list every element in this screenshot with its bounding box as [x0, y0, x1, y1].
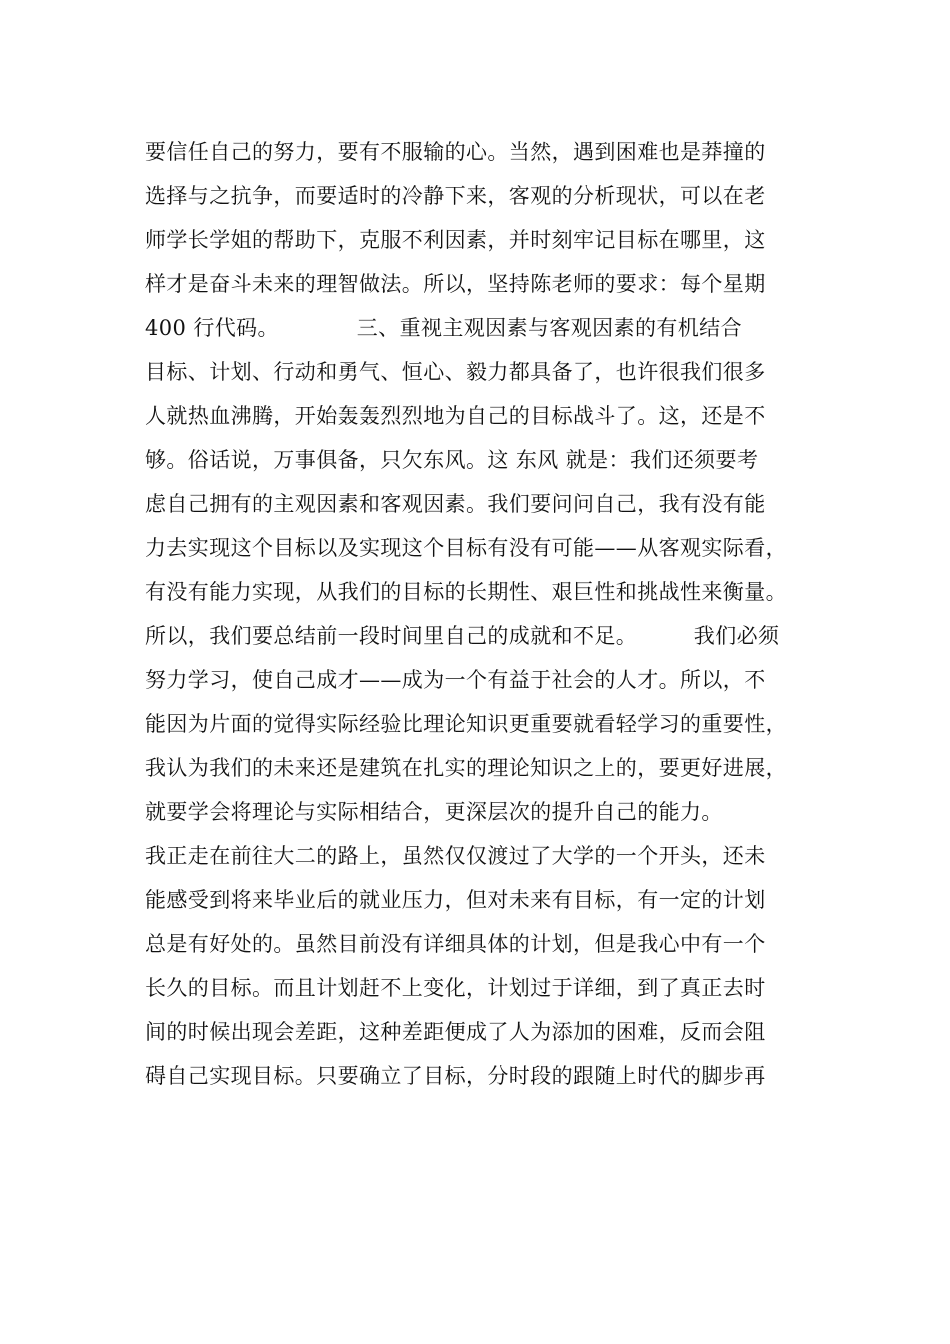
text-line: 选择与之抗争，而要适时的冷静下来，客观的分析现状，可以在老	[145, 184, 766, 208]
text-line: 虑自己拥有的主观因素和客观因素。我们要问问自己，我有没有能	[145, 492, 766, 516]
text-line: 我正走在前往大二的路上，虽然仅仅渡过了大学的一个开头，还未	[145, 844, 766, 868]
text-line: 力去实现这个目标以及实现这个目标有没有可能——从客观实际看，	[145, 536, 787, 560]
body-text	[145, 130, 825, 1098]
text-line: 人就热血沸腾，开始轰轰烈烈地为自己的目标战斗了。这，还是不	[145, 404, 766, 428]
text-line: 就要学会将理论与实际相结合，更深层次的提升自己的能力。	[145, 800, 723, 824]
text-line: 碍自己实现目标。只要确立了目标，分时段的跟随上时代的脚步再	[145, 1064, 766, 1088]
text-line: 400 行代码。 三、重视主观因素与客观因素的有机结合	[145, 316, 742, 340]
text-line: 师学长学姐的帮助下，克服不利因素，并时刻牢记目标在哪里，这	[145, 228, 766, 252]
text-line: 样才是奋斗未来的理智做法。所以，坚持陈老师的要求：每个星期	[145, 272, 766, 296]
text-line: 总是有好处的。虽然目前没有详细具体的计划，但是我心中有一个	[145, 932, 766, 956]
text-line: 要信任自己的努力，要有不服输的心。当然，遇到困难也是莽撞的	[145, 140, 766, 164]
text-line: 有没有能力实现，从我们的目标的长期性、艰巨性和挑战性来衡量。	[145, 580, 787, 604]
text-line: 目标、计划、行动和勇气、恒心、毅力都具备了，也许很我们很多	[145, 360, 766, 384]
text-line: 能因为片面的觉得实际经验比理论知识更重要就看轻学习的重要性，	[145, 712, 787, 736]
text-line: 所以，我们要总结前一段时间里自己的成就和不足。 我们必须	[145, 624, 780, 648]
text-line: 长久的目标。而且计划赶不上变化，计划过于详细，到了真正去时	[145, 976, 766, 1000]
text-line: 我认为我们的未来还是建筑在扎实的理论知识之上的，要更好进展，	[145, 756, 787, 780]
text-line: 间的时候出现会差距，这种差距便成了人为添加的困难，反而会阻	[145, 1020, 766, 1044]
text-line: 能感受到将来毕业后的就业压力，但对未来有目标，有一定的计划	[145, 888, 766, 912]
text-line: 努力学习，使自己成才——成为一个有益于社会的人才。所以，不	[145, 668, 766, 692]
text-line: 够。俗话说，万事俱备，只欠东风。这 东风 就是：我们还须要考	[145, 448, 759, 472]
